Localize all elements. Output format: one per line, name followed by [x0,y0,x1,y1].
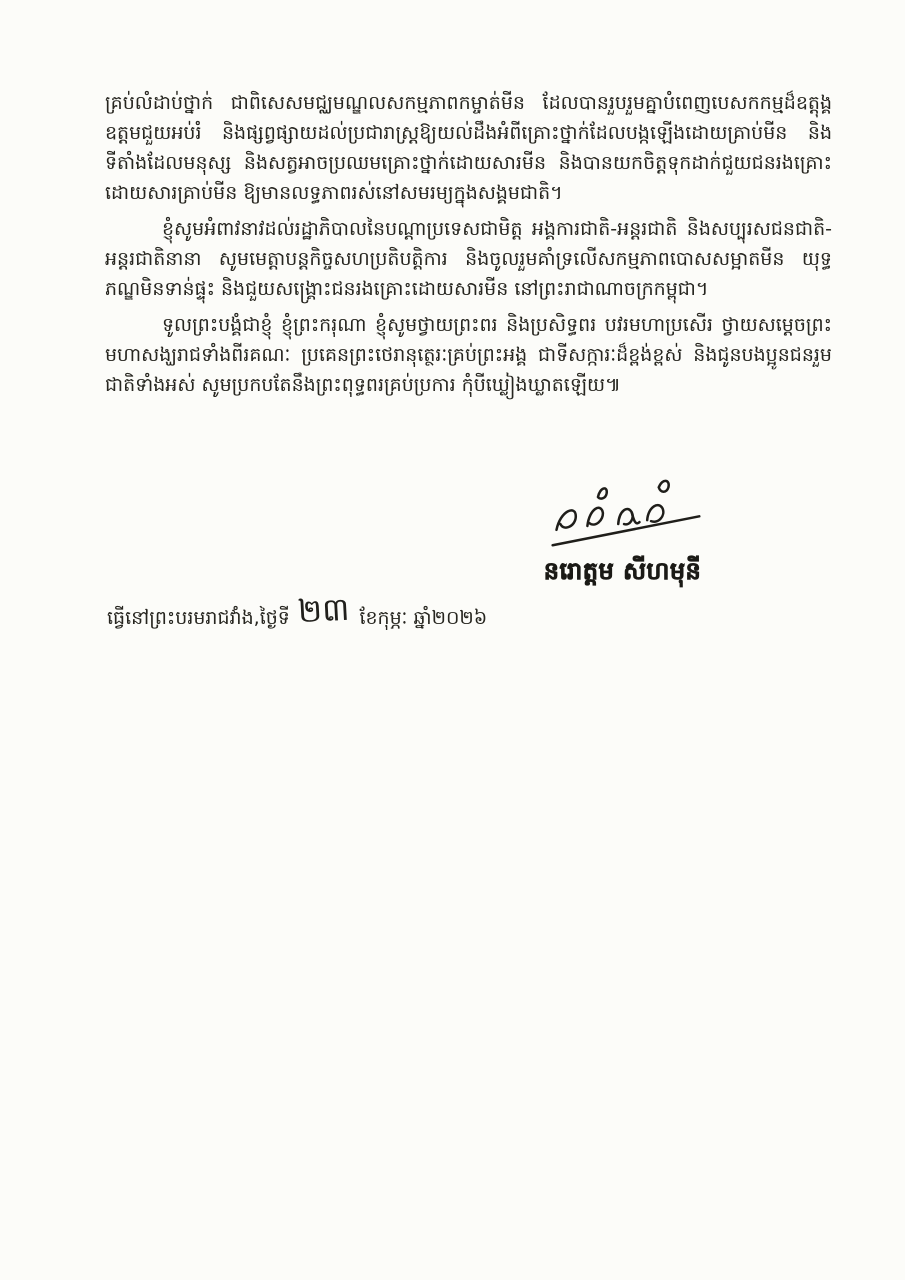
letter-body [105,88,832,400]
dateline-suffix: ខែកុម្ភៈ ឆ្នាំ២០២៦ [359,607,488,629]
royal-signature-handwriting [540,470,710,552]
letter-paragraph: ទូលព្រះបង្គំជាខ្ញុំ ខ្ញុំព្រះករុណា ខ្ញុំសូមថ្វាយព្រះពរ និងប្រសិទ្ធពរ បវរមហាប្រសើរ ថ្វាយសម្ដេចព្រះមហាសង្ឃរាជទាំងពីរគណៈ ប្រគេនព្រះថេរានុត្ថេរៈគ្រប់ព្រះអង្គ ជាទីសក្ការៈដ៏ខ្ពង់ខ្ពស់ និងជូនបងប្អូនជនរួមជាតិទាំងអស់ សូមប្រកបតែនឹងព្រះពុទ្ធពរគ្រប់ប្រការ កុំបីឃ្លៀងឃ្លាតឡើយ៕ [105,314,832,396]
letter-paragraph: គ្រប់លំដាប់ថ្នាក់ ជាពិសេសមជ្ឈមណ្ឌលសកម្មភាពកម្ចាត់មីន ដែលបានរួបរួមគ្នាបំពេញបេសកកម្មដ៏ឧត្តុង្គឧត្តមជួយអប់រំ និងផ្សព្វផ្សាយដល់ប្រជារាស្ត្រឱ្យយល់ដឹងអំពីគ្រោះថ្នាក់ដែលបង្កឡើងដោយគ្រាប់មីន និងទីតាំងដែលមនុស្ស និងសត្វអាចប្រឈមគ្រោះថ្នាក់ដោយសារមីន និងបានយកចិត្តទុកដាក់ជួយជនរងគ្រោះដោយសារគ្រាប់មីន ឱ្យមានលទ្ធភាពរស់នៅសមរម្យក្នុងសង្គមជាតិ។ [105,92,832,204]
dateline-prefix: ធ្វើនៅព្រះបរមរាជវាំង,ថ្ងៃទី [107,607,290,629]
signer-printed-name: នរោត្តម សីហមុនី [543,557,702,585]
dateline [107,589,488,638]
signature-block [500,470,745,591]
dateline-day-handwritten: ២៣ [296,589,351,631]
letter-paragraph: ខ្ញុំសូមអំពាវនាវដល់រដ្ឋាភិបាលនៃបណ្ដាប្រទេសជាមិត្ត អង្គការជាតិ-អន្តរជាតិ និងសប្បុរសជនជាតិ-អន្តរជាតិនានា សូមមេត្តាបន្តកិច្ចសហប្រតិបត្តិការ និងចូលរួមគាំទ្រលើសកម្មភាពបោសសម្អាតមីន យុទ្ធភណ្ឌមិនទាន់ផ្ទុះ និងជួយសង្គ្រោះជនរងគ្រោះដោយសារមីន នៅព្រះរាជាណាចក្រកម្ពុជា។ [105,218,832,300]
